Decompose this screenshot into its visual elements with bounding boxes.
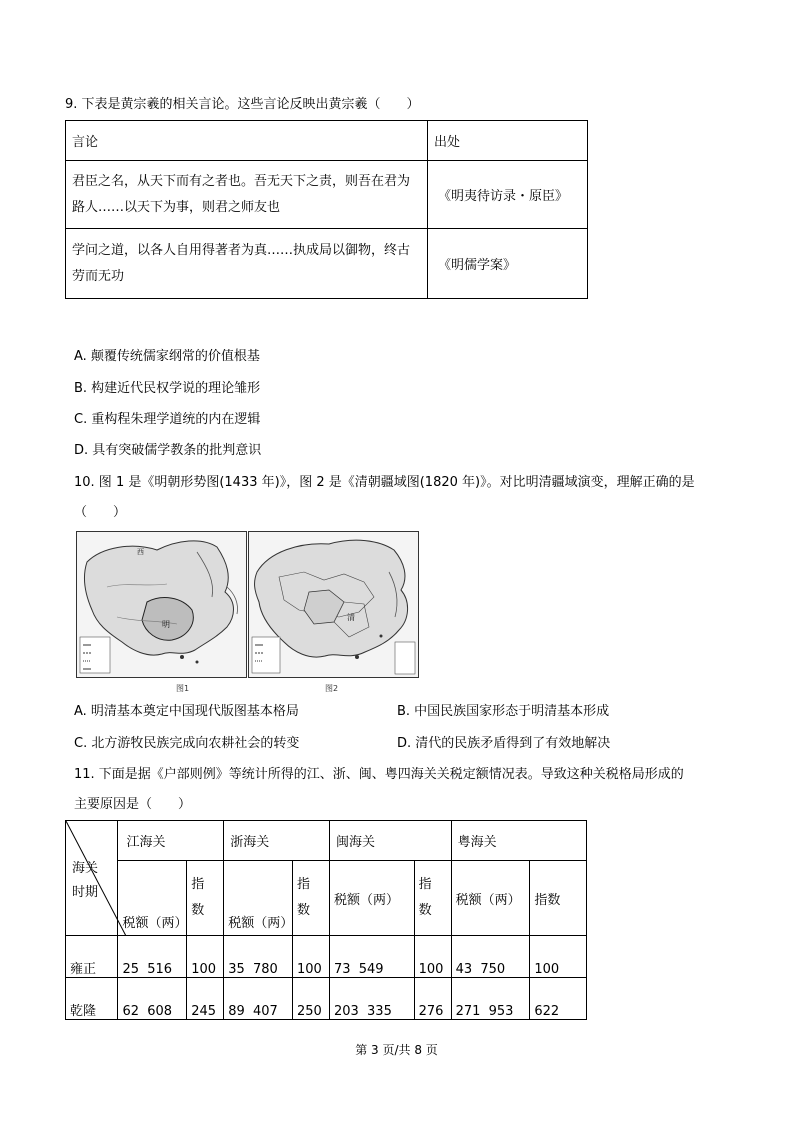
subheader-yue-tax: 税额（两）	[451, 861, 530, 936]
qing-map-label-qing: 清	[347, 613, 355, 622]
ming-map-figure	[76, 531, 247, 678]
cell-value: 622	[530, 978, 587, 1020]
q10-option-b: B. 中国民族国家形态于明清基本形成	[397, 704, 610, 719]
subheader-jiang-index: 指 数	[187, 861, 224, 936]
cell-value: 100	[414, 936, 451, 978]
ming-map-drawing	[77, 532, 246, 677]
subheader-yue-index: 指数	[530, 861, 587, 936]
q9-quote-2: 学问之道，以各人自用得著者为真……执成局以御物，终古劳而无功	[66, 229, 428, 299]
cell-value: 62 608	[118, 978, 187, 1020]
q9-option-b: B. 构建近代民权学说的理论雏形	[74, 381, 261, 396]
q9-option-c: C. 重构程朱理学道统的内在逻辑	[74, 412, 261, 427]
qing-map-drawing	[249, 532, 418, 677]
cell-value: 25 516	[118, 936, 187, 978]
subheader-jiang-tax: 税额（两）	[118, 861, 187, 936]
cell-value: 203 335	[329, 978, 414, 1020]
q11-stem-line2: 主要原因是（ ）	[74, 797, 192, 812]
subheader-zhe-index: 指 数	[293, 861, 330, 936]
row-period-qianlong: 乾隆	[66, 978, 118, 1020]
subheader-min-index: 指 数	[414, 861, 451, 936]
q9-stem: 9. 下表是黄宗羲的相关言论。这些言论反映出黄宗羲（ ）	[65, 97, 420, 112]
corner-label-period: 时期	[72, 885, 99, 900]
q9-header-quote: 言论	[66, 121, 428, 161]
cell-value: 245	[187, 978, 224, 1020]
q11-customs-table	[65, 820, 587, 1020]
corner-diagonal-line	[66, 821, 126, 936]
q9-header-source: 出处	[428, 121, 588, 161]
header-jiang-customs: 江海关	[118, 821, 224, 861]
q9-table	[65, 120, 588, 299]
row-period-yongzheng: 雍正	[66, 936, 118, 978]
header-yue-customs: 粤海关	[451, 821, 586, 861]
ming-map-label-ming: 明	[162, 620, 170, 629]
fig1-caption: 图1	[176, 684, 190, 693]
q11-stem-line1: 11. 下面是据《户部则例》等统计所得的江、浙、闽、粤四海关关税定额情况表。导致这种关税格局形成的	[74, 767, 684, 782]
header-min-customs: 闽海关	[329, 821, 451, 861]
q9-source-1: 《明夷待访录・原臣》	[428, 161, 588, 229]
cell-value: 100	[293, 936, 330, 978]
corner-label-customs: 海关	[72, 861, 99, 876]
cell-value: 271 953	[451, 978, 530, 1020]
q10-maps	[76, 531, 419, 676]
q10-option-c: C. 北方游牧民族完成向农耕社会的转变	[74, 736, 300, 751]
q9-quote-1: 君臣之名，从天下而有之者也。吾无天下之责，则吾在君为路人……以天下为事，则君之师友也	[66, 161, 428, 229]
cell-value: 100	[187, 936, 224, 978]
q9-option-a: A. 颠覆传统儒家纲常的价值根基	[74, 349, 260, 364]
cell-value: 35 780	[224, 936, 293, 978]
cell-value: 73 549	[329, 936, 414, 978]
fig2-caption: 图2	[325, 684, 339, 693]
q10-stem-line1: 10. 图 1 是《明朝形势图(1433 年)》，图 2 是《清朝疆域图(1820 年)》。对比明清疆域演变，理解正确的是	[74, 475, 695, 490]
page-footer: 第 3 页/共 8 页	[355, 1043, 438, 1057]
table-corner-cell	[66, 821, 118, 936]
cell-value: 100	[530, 936, 587, 978]
ming-map-label-west: 西	[137, 548, 144, 556]
q9-option-d: D. 具有突破儒学教条的批判意识	[74, 443, 262, 458]
header-zhe-customs: 浙海关	[224, 821, 330, 861]
q10-option-d: D. 清代的民族矛盾得到了有效地解决	[397, 736, 611, 751]
q10-stem-line2: （ ）	[74, 505, 127, 520]
subheader-zhe-tax: 税额（两）	[224, 861, 293, 936]
subheader-min-tax: 税额（两）	[329, 861, 414, 936]
qing-map-figure	[248, 531, 419, 678]
q10-option-a: A. 明清基本奠定中国现代版图基本格局	[74, 704, 299, 719]
cell-value: 276	[414, 978, 451, 1020]
cell-value: 89 407	[224, 978, 293, 1020]
q9-source-2: 《明儒学案》	[428, 229, 588, 299]
cell-value: 43 750	[451, 936, 530, 978]
cell-value: 250	[293, 978, 330, 1020]
